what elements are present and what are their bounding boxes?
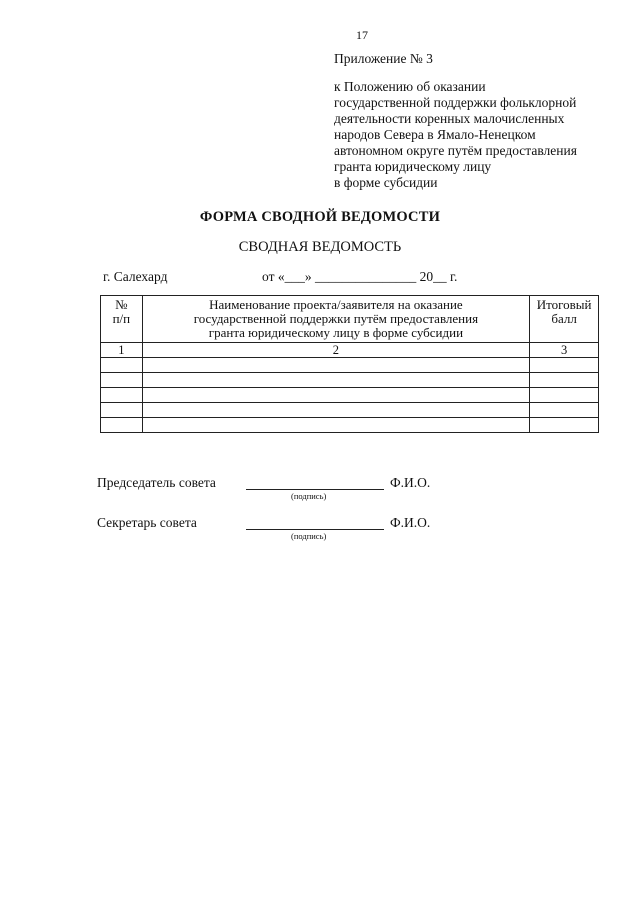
table-cell: 1 xyxy=(101,343,143,358)
table-index-row xyxy=(101,343,599,358)
table-row xyxy=(101,403,599,418)
chairman-label: Председатель совета xyxy=(97,475,216,490)
header-name xyxy=(142,296,529,343)
header-number xyxy=(101,296,143,343)
header-score xyxy=(530,296,599,343)
header-line: гранта юридическому лицу в форме субсидии xyxy=(208,325,464,340)
table-cell xyxy=(101,358,143,373)
header-line: Наименование проекта/заявителя на оказание xyxy=(209,297,463,312)
chairman-signature-hint: (подпись) xyxy=(291,491,327,501)
document-subtitle: СВОДНАЯ ВЕДОМОСТЬ xyxy=(238,239,402,255)
appendix-reference xyxy=(334,79,577,191)
place-label: г. Салехард xyxy=(103,269,168,284)
table-cell xyxy=(142,358,529,373)
table-cell xyxy=(530,373,599,388)
table-row xyxy=(101,388,599,403)
appendix-line: в форме субсидии xyxy=(334,175,438,190)
table-cell xyxy=(101,373,143,388)
appendix-line: народов Севера в Ямало-Ненецком xyxy=(334,127,536,142)
table-cell xyxy=(101,403,143,418)
form-title: ФОРМА СВОДНОЙ ВЕДОМОСТИ xyxy=(199,209,441,225)
table-header-row xyxy=(101,296,599,343)
header-line: государственной поддержки путём предоставления xyxy=(193,311,479,326)
header-line: № xyxy=(115,297,128,312)
appendix-line: гранта юридическому лицу xyxy=(334,159,492,174)
appendix-line: государственной поддержки фольклорной xyxy=(334,95,577,110)
table-row xyxy=(101,373,599,388)
secretary-signature-hint: (подпись) xyxy=(291,531,327,541)
summary-table-wrapper xyxy=(100,295,599,433)
table-cell xyxy=(530,358,599,373)
header-line: балл xyxy=(551,311,577,326)
appendix-block xyxy=(334,51,577,191)
table-cell xyxy=(142,373,529,388)
secretary-fio: Ф.И.О. xyxy=(390,515,431,530)
table-cell xyxy=(142,388,529,403)
secretary-label: Секретарь совета xyxy=(97,515,197,530)
table-cell xyxy=(530,388,599,403)
chairman-fio: Ф.И.О. xyxy=(390,475,431,490)
summary-table xyxy=(100,295,599,433)
table-cell xyxy=(101,418,143,433)
table-cell xyxy=(530,403,599,418)
table-cell xyxy=(530,418,599,433)
table-cell: 3 xyxy=(530,343,599,358)
table-cell xyxy=(142,418,529,433)
header-line: Итоговый xyxy=(536,297,592,312)
chairman-signature-line xyxy=(246,475,384,490)
secretary-signature-line xyxy=(246,515,384,530)
date-field: от «___» _______________ 20__ г. xyxy=(262,269,458,284)
table-cell xyxy=(101,388,143,403)
page-number: 17 xyxy=(356,28,368,42)
appendix-title: Приложение № 3 xyxy=(334,51,433,66)
header-line: п/п xyxy=(112,311,131,326)
appendix-line: деятельности коренных малочисленных xyxy=(334,111,565,126)
table-cell: 2 xyxy=(142,343,529,358)
table-row xyxy=(101,358,599,373)
appendix-line: к Положению об оказании xyxy=(334,79,486,94)
table-cell xyxy=(142,403,529,418)
appendix-line: автономном округе путём предоставления xyxy=(334,143,577,158)
table-row xyxy=(101,418,599,433)
